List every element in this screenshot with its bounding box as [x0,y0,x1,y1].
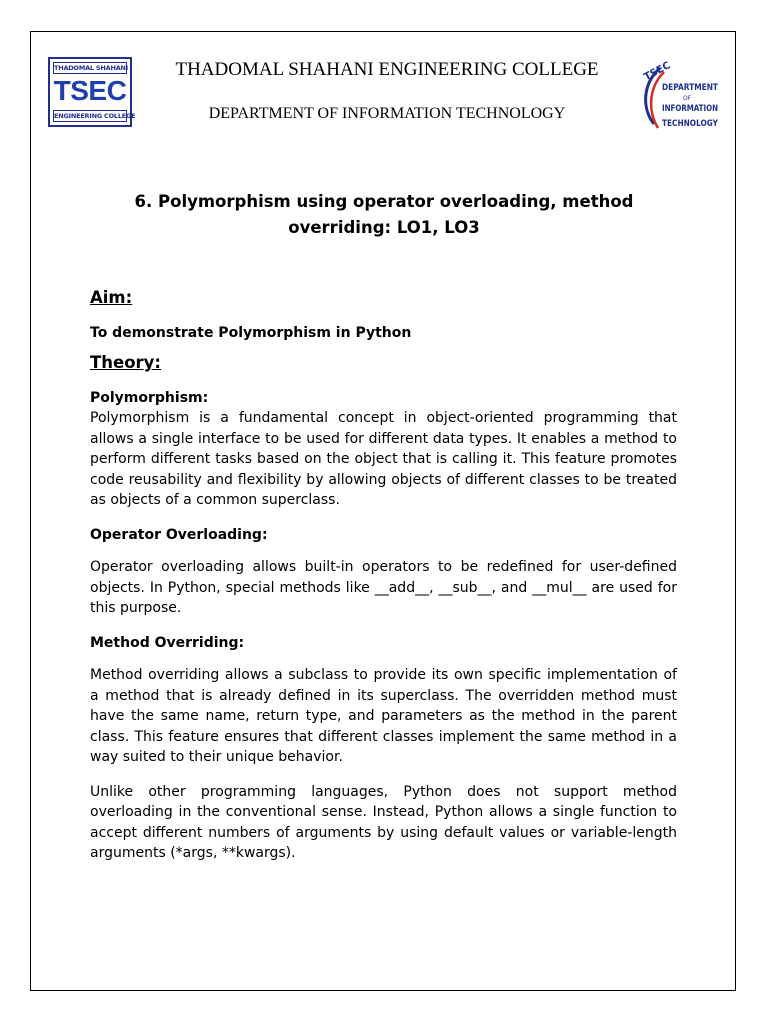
department-name: DEPARTMENT OF INFORMATION TECHNOLOGY [208,105,566,122]
logo-line-4: TECHNOLOGY [662,119,719,129]
logo-line-3: INFORMATION [662,104,718,114]
experiment-title: 6. Polymorphism using operator overloading, method overriding: LO1, LO3 [134,192,634,237]
method-overloading-note: Unlike other programming languages, Python does not support method overloading in the conventional sense. Instead, Python allows a single function to accept different numbers of arguments by using default values or variable-length arguments (*args, **kwargs). [90,783,677,861]
method-overriding-text: Method overriding allows a subclass to provide its own specific implementation of a method that is already defined in its superclass. The overridden method must have the same name, return type, and parameters as the method in the parent class. This feature ensures that different classes implement the same method in a way suited to their unique behavior. [90,667,677,765]
aim-heading: Aim: [90,288,133,307]
aim-text: To demonstrate Polymorphism in Python [90,324,412,341]
department-logo [638,54,720,136]
tsec-logo [48,57,136,127]
logo-bottom-band: ENGINEERING COLLEGE [54,112,136,120]
logo-main-text: TSEC [53,75,127,106]
theory-heading: Theory: [90,353,162,372]
polymorphism-heading: Polymorphism: [90,389,209,406]
logo-line-2: OF [683,95,692,102]
logo-arc-text: TSEC [642,60,673,84]
main-content [90,288,677,864]
operator-overloading-text: Operator overloading allows built-in operators to be redefined for user-defined objects. In Python, special methods like __add__, __sub__, and __mul__ are used for this purpose. [90,559,677,616]
polymorphism-text: Polymorphism is a fundamental concept in object-oriented programming that allows a single interface to be used for different data types. It enables a method to perform different tasks based on the object that is calling it. This feature promotes code reusability and flexibility by allowing objects of different classes to be treated as objects of a common superclass. [90,410,677,508]
college-name: THADOMAL SHAHANI ENGINEERING COLLEGE [175,59,599,80]
logo-line-1: DEPARTMENT [662,83,719,93]
logo-top-band: THADOMAL SHAHANI [54,64,129,72]
method-overriding-heading: Method Overriding: [90,634,245,651]
operator-overloading-heading: Operator Overloading: [90,526,268,543]
